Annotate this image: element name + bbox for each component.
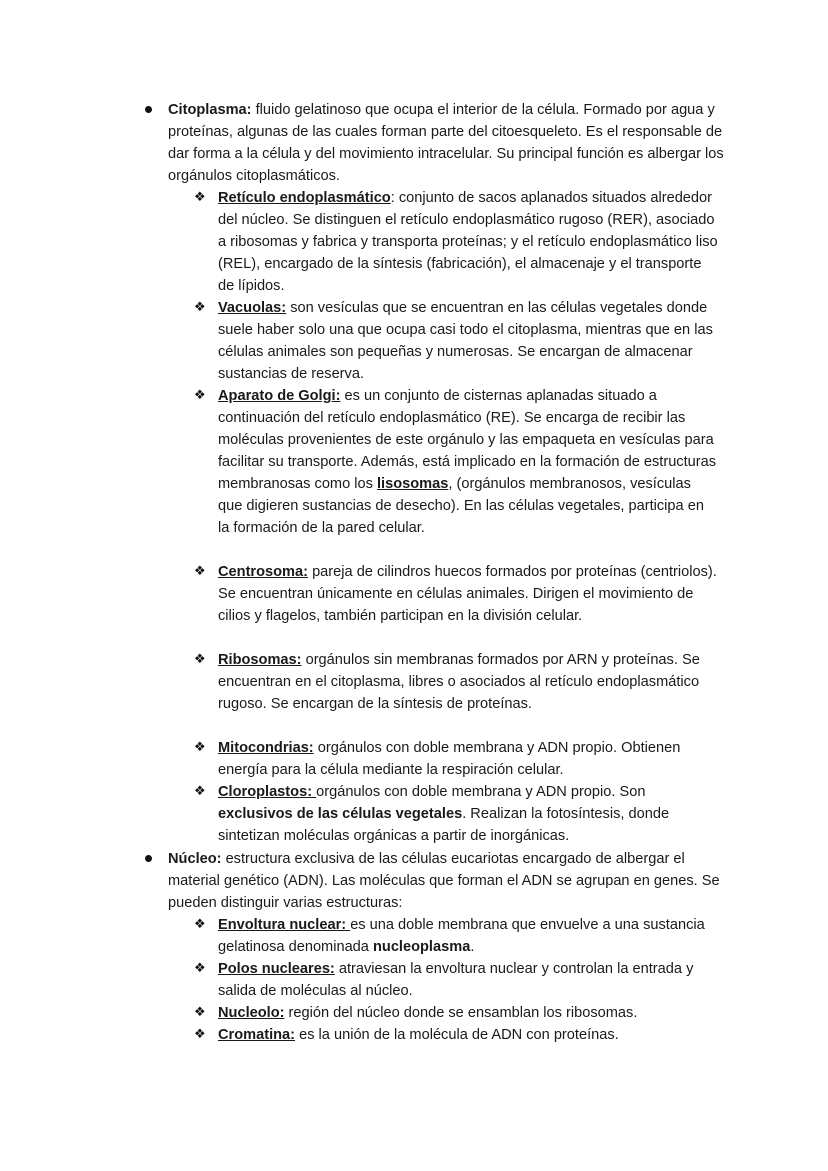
item-nucleolo xyxy=(218,1002,718,1024)
description: es una doble membrana que envuelve a una sustancia gelatinosa denominada xyxy=(218,917,705,955)
term-golgi: Aparato de Golgi: xyxy=(218,388,341,404)
term-nucleoplasma: nucleoplasma xyxy=(372,939,471,955)
item-cromatina xyxy=(218,1024,718,1046)
item-vacuolas xyxy=(218,297,718,385)
description: orgánulos con doble membrana y ADN propio. Obtienen energía para la célula mediante la respiración celular. xyxy=(218,740,681,778)
item-polos xyxy=(218,958,718,1002)
description: es la unión de la molécula de ADN con proteínas. xyxy=(295,1027,619,1043)
diamond-bullet-icon: ❖ xyxy=(194,740,206,755)
description: atraviesan la envoltura nuclear y controlan la entrada y salida de moléculas al núcleo. xyxy=(218,961,694,999)
item-cloroplastos xyxy=(218,781,718,847)
description: pareja de cilindros huecos formados por proteínas (centriolos). Se encuentran únicamente en células animales. Dirigen el movimiento de cilios y flagelos, también participan en la división celular. xyxy=(218,564,717,624)
diamond-bullet-icon: ❖ xyxy=(194,652,206,667)
term-polos: Polos nucleares: xyxy=(218,961,335,977)
term-centrosoma: Centrosoma: xyxy=(218,564,309,580)
item-envoltura xyxy=(218,914,718,958)
description: fluido gelatinoso que ocupa el interior de la célula. Formado por agua y proteínas, algunas de las cuales forman parte del citoesqueleto. Es el responsable de dar forma a la célula y del movimiento intracelular. Su principal función es albergar los orgánulos citoplasmáticos. xyxy=(168,102,724,184)
diamond-bullet-icon: ❖ xyxy=(194,388,206,403)
term-exclusivos: exclusivos de las células vegetales xyxy=(218,806,463,822)
item-golgi xyxy=(218,385,718,539)
description-continued: . Realizan la fotosíntesis, donde sintetizan moléculas orgánicas a partir de inorgánicas. xyxy=(218,806,670,844)
item-centrosoma xyxy=(218,561,718,627)
term-vacuolas: Vacuolas: xyxy=(218,300,287,316)
diamond-bullet-icon: ❖ xyxy=(194,1027,206,1042)
diamond-bullet-icon: ❖ xyxy=(194,1005,206,1020)
description: orgánulos con doble membrana y ADN propio. Son xyxy=(316,784,646,800)
term-nucleo: Núcleo: xyxy=(168,851,222,867)
description: son vesículas que se encuentran en las células vegetales donde suele haber solo una que ocupa casi todo el citoplasma, mientras que en las células animales son pequeñas y numerosas. Se encargan de almacenar sustancias de reserva. xyxy=(218,300,713,382)
diamond-bullet-icon: ❖ xyxy=(194,564,206,579)
term-mitocondrias: Mitocondrias: xyxy=(218,740,314,756)
bullet-dot-icon xyxy=(145,855,152,862)
section-nucleo xyxy=(168,848,728,914)
description: : conjunto de sacos aplanados situados alrededor del núcleo. Se distinguen el retículo endoplasmático rugoso (RER), asociado a ribosomas y fabrica y transporta proteínas; y el retículo endoplasmático liso (REL), encargado de la síntesis (fabricación), el almacenaje y el transporte de lípidos. xyxy=(218,190,718,294)
term-cloroplastos: Cloroplastos: xyxy=(218,784,317,800)
section-citoplasma xyxy=(168,99,728,187)
term-reticulo: Retículo endoplasmático xyxy=(218,190,391,206)
term-cromatina: Cromatina: xyxy=(218,1027,296,1043)
item-mitocondrias xyxy=(218,737,718,781)
item-reticulo xyxy=(218,187,718,297)
description: región del núcleo donde se ensamblan los ribosomas. xyxy=(284,1005,638,1021)
description: es un conjunto de cisternas aplanadas situado a continuación del retículo endoplasmático (RE). Se encarga de recibir las moléculas provenientes de este orgánulo y las empaqueta en vesículas para facilitar su transporte. Además, está implicado en la formación de estructuras membranosas como los xyxy=(218,388,717,492)
description-continued: . xyxy=(470,939,475,955)
description: estructura exclusiva de las células eucariotas encargado de albergar el material genético (ADN). Las moléculas que forman el ADN se agrupan en genes. Se pueden distinguir varias estructuras: xyxy=(168,851,720,911)
description: orgánulos sin membranas formados por ARN y proteínas. Se encuentran en el citoplasma, libres o asociados al retículo endoplasmático rugoso. Se encargan de la síntesis de proteínas. xyxy=(218,652,700,712)
term-nucleolo: Nucleolo: xyxy=(218,1005,285,1021)
diamond-bullet-icon: ❖ xyxy=(194,961,206,976)
diamond-bullet-icon: ❖ xyxy=(194,190,206,205)
term-citoplasma: Citoplasma: xyxy=(168,102,252,118)
diamond-bullet-icon: ❖ xyxy=(194,784,206,799)
diamond-bullet-icon: ❖ xyxy=(194,300,206,315)
term-envoltura: Envoltura nuclear: xyxy=(218,917,351,933)
bullet-dot-icon xyxy=(145,106,152,113)
term-lisosomas: lisosomas xyxy=(376,476,449,492)
description-continued: , (orgánulos membranosos, vesículas que digieren sustancias de desecho). En las células vegetales, participa en la formación de la pared celular. xyxy=(218,476,704,536)
term-ribosomas: Ribosomas: xyxy=(218,652,302,668)
item-ribosomas xyxy=(218,649,718,715)
diamond-bullet-icon: ❖ xyxy=(194,917,206,932)
